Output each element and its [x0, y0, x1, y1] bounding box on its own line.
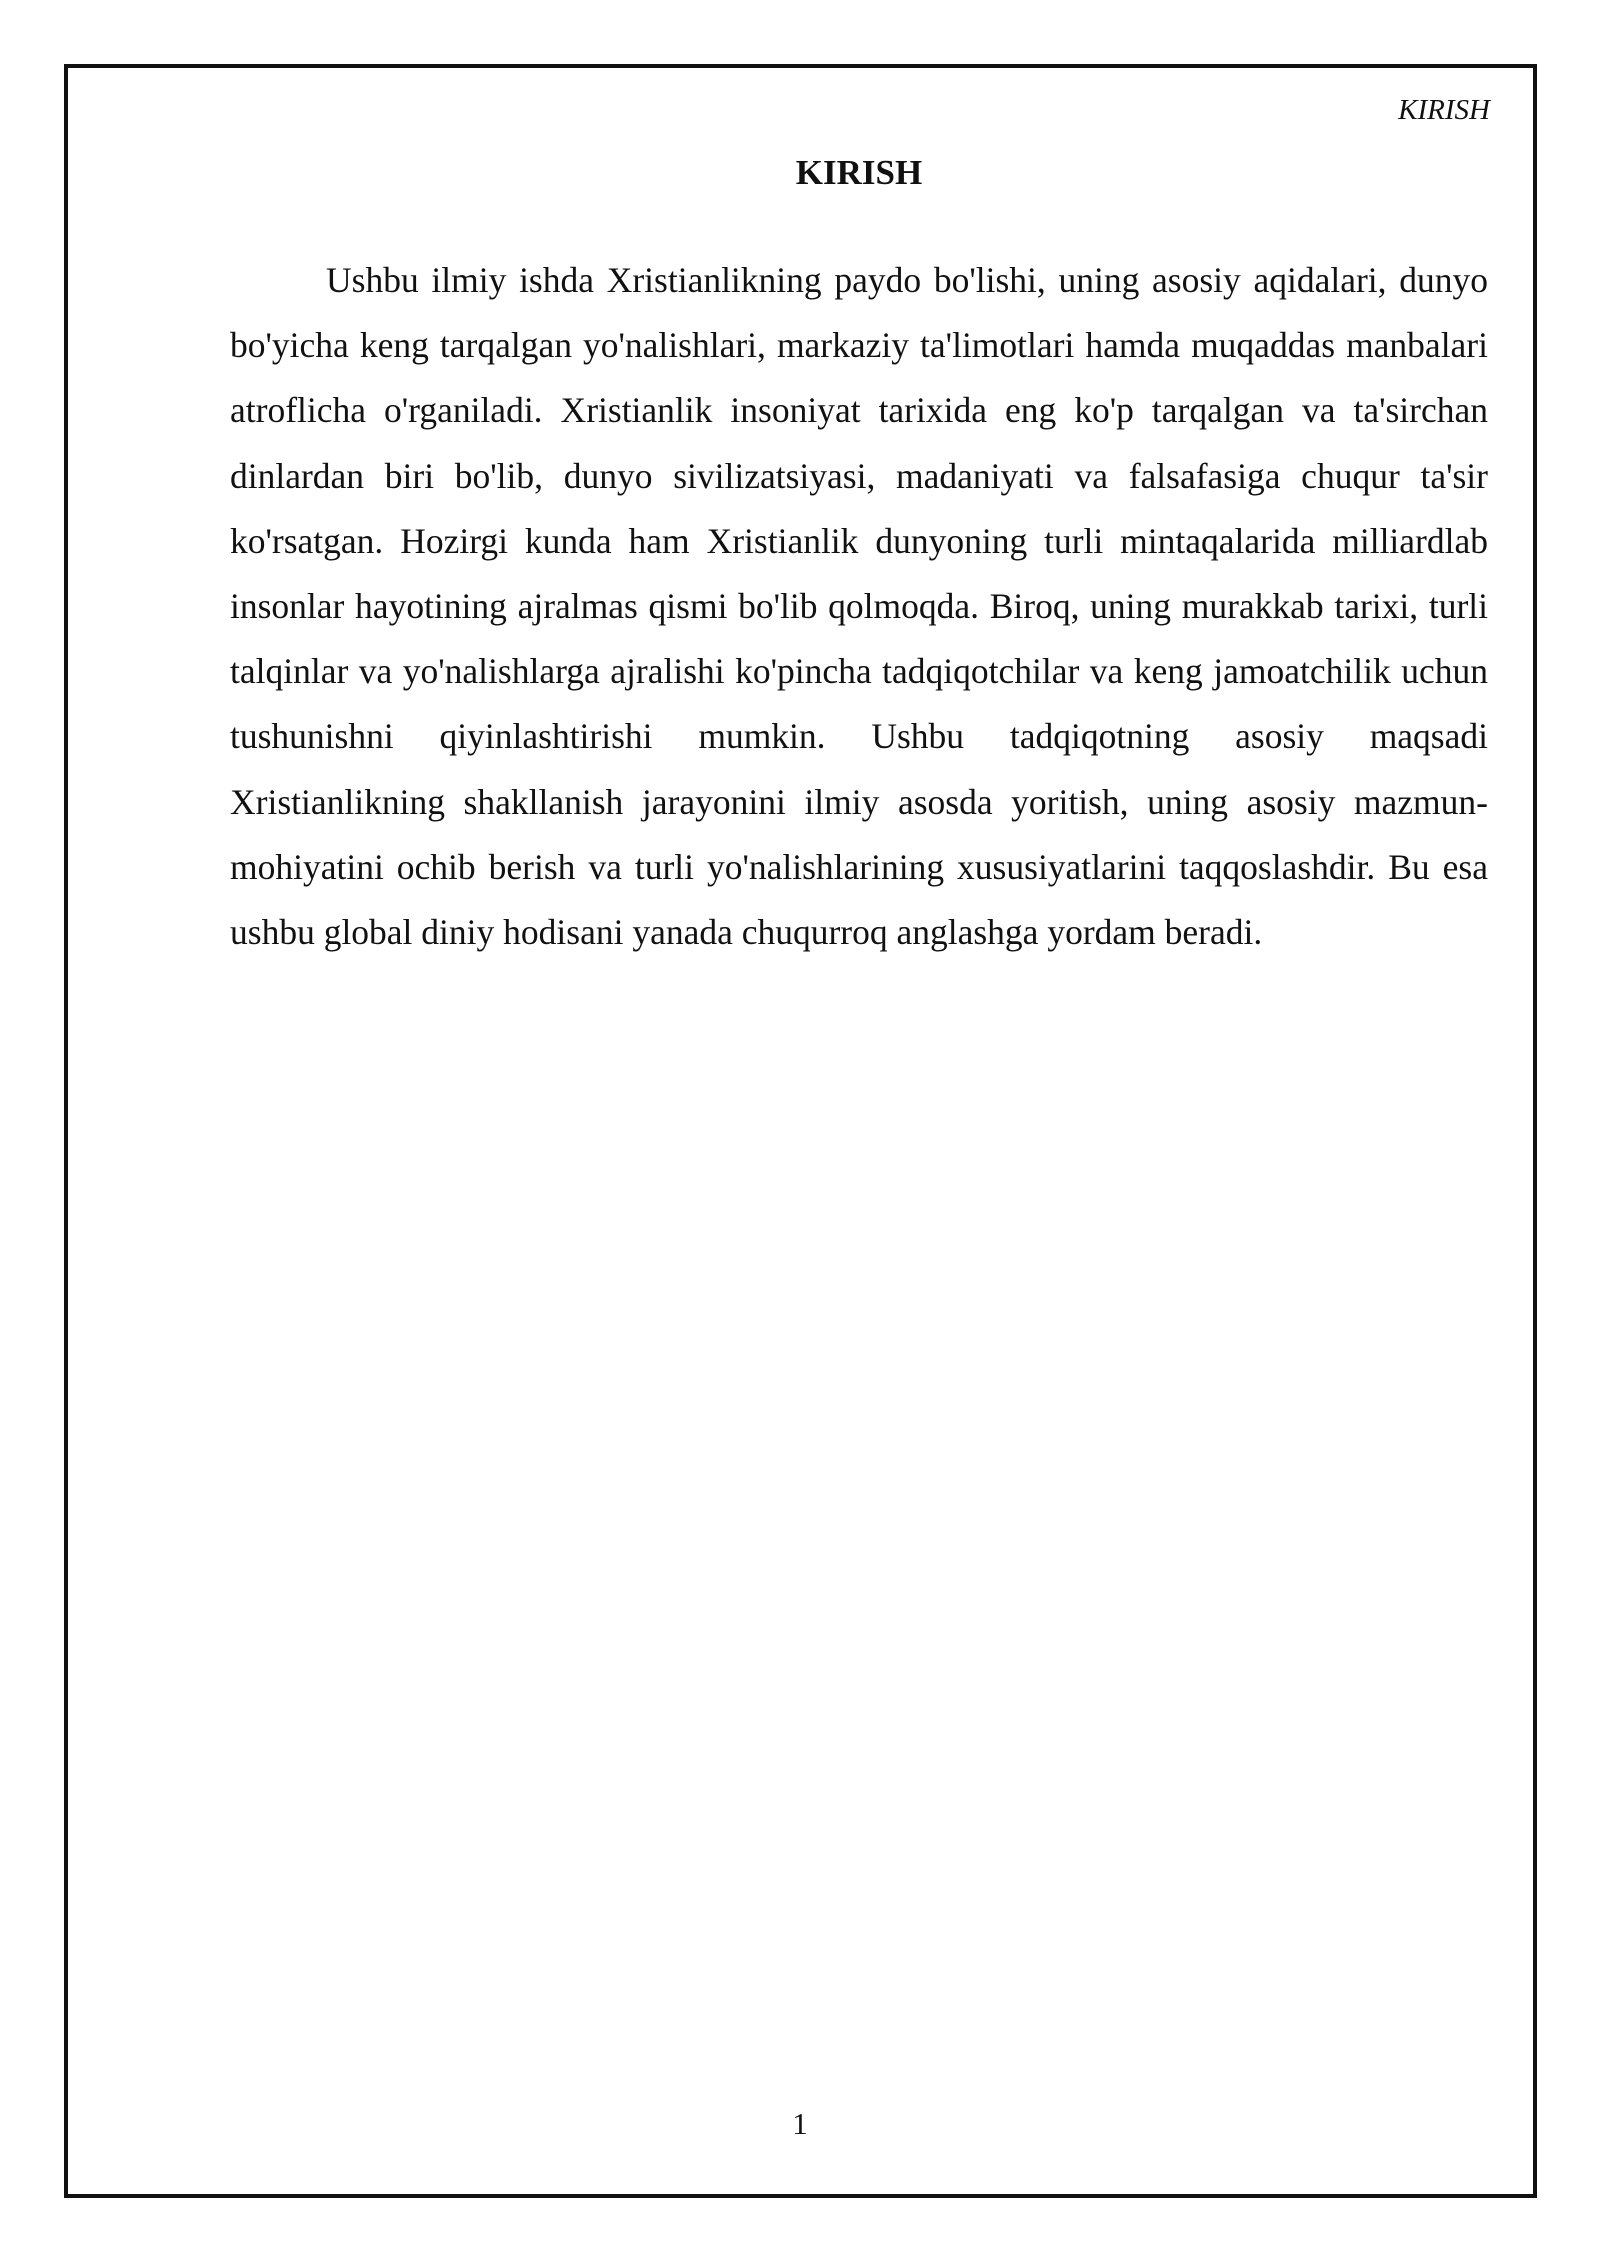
page-title: KIRISH	[795, 153, 923, 192]
running-header: KIRISH	[1398, 94, 1490, 126]
page-number: 1	[792, 2106, 808, 2141]
body-paragraph: Ushbu ilmiy ishda Xristianlikning paydo bo'lishi, uning asosiy aqidalari, dunyo bo'yicha keng tarqalgan yo'nalishlari, markaziy ta'limotlari hamda muqaddas manbalari atroflicha o'rganiladi. Xristianlik insoniyat tarixida eng ko'p tarqalgan va ta'sirchan dinlardan biri bo'lib, dunyo sivilizatsiyasi, madaniyati va falsafasiga chuqur ta'sir ko'rsatgan. Hozirgi kunda ham Xristianlik dunyoning turli mintaqalarida milliardlab insonlar hayotining ajralmas qismi bo'lib qolmoqda. Biroq, uning murakkab tarixi, turli talqinlar va yo'nalishlarga ajralishi ko'pincha tadqiqotchilar va keng jamoatchilik uchun tushunishni qiyinlashtirishi mumkin. Ushbu tadqiqotning asosiy maqsadi Xristianlikning shakllanish jarayonini ilmiy asosda yoritish, uning asosiy mazmun-mohiyatini ochib berish va turli yo'nalishlarining xususiyatlarini taqqoslashdir. Bu esa ushbu global diniy hodisani yanada chuqurroq anglashga yordam beradi.	[230, 260, 1488, 953]
